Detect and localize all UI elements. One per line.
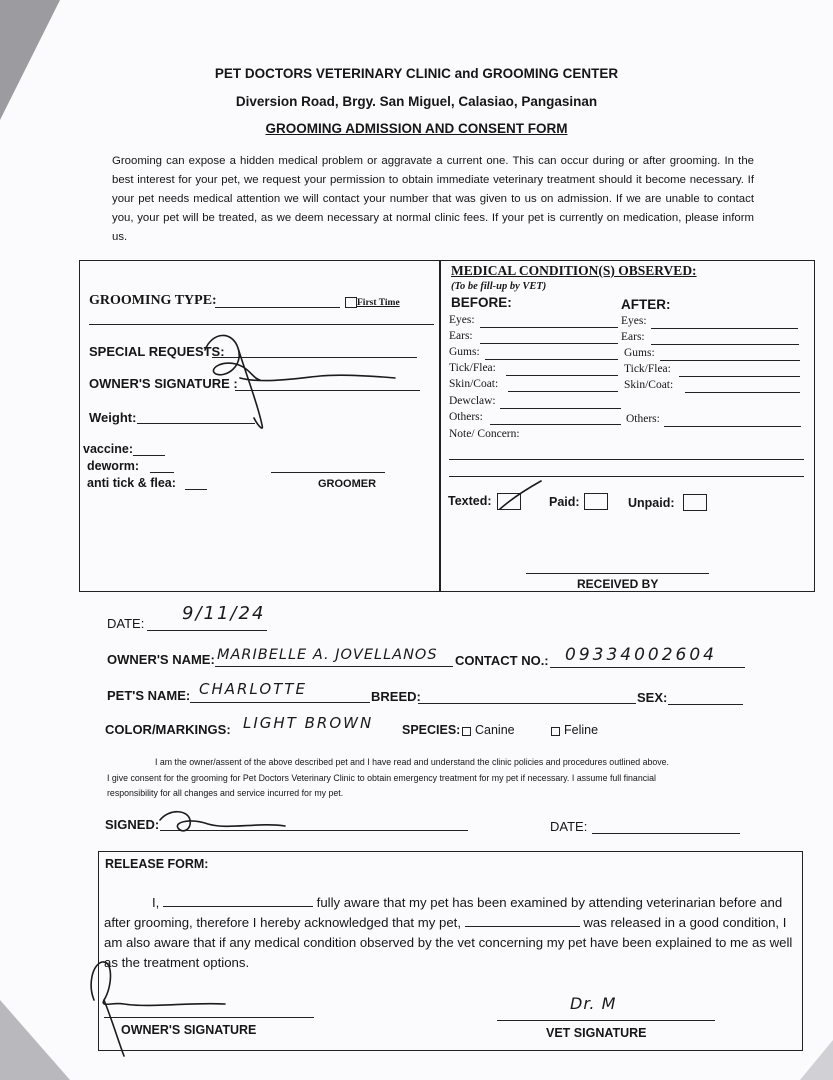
groomer-label: GROOMER (318, 478, 377, 490)
after-gums-label: Gums: (624, 347, 655, 359)
grooming-type-label: GROOMING TYPE: (89, 293, 217, 308)
after-eyes-label: Eyes: (621, 315, 647, 327)
breed-field[interactable] (418, 703, 636, 704)
after-ears-label: Ears: (621, 331, 645, 343)
release-text (104, 893, 798, 973)
weight-field[interactable] (137, 423, 255, 424)
box-divider (439, 260, 441, 592)
groomer-field[interactable] (271, 472, 385, 473)
color-markings-value: LIGHT BROWN (243, 714, 374, 732)
before-dewclaw-label: Dewclaw: (449, 395, 496, 407)
release-text-part-3: was released in a good condition, I am also aware that if any medical condition observed by the vet concerning my pet have been explained to me as well as the treatment options. (104, 915, 793, 970)
vet-initials: Dr. M (570, 994, 617, 1013)
clinic-name: PET DOCTORS VETERINARY CLINIC and GROOMING CENTER (214, 66, 619, 81)
before-gums-label: Gums: (449, 346, 480, 358)
intro-paragraph: Grooming can expose a hidden medical problem or aggravate a current one. This can occur during or after grooming. In the best interest for your pet, we request your permission to obtain immediate veterinary treatment should it become necessary. If your pet needs medical attention we will contact your number that was given to us on admission. If we are unable to contact you, your pet will be treated, as we deem necessary at normal clinic fees. If your pet is currently on medication, please inform us. (112, 155, 754, 243)
before-eyes-field[interactable] (480, 327, 618, 328)
after-skincoat-field[interactable] (685, 392, 800, 393)
species-label: SPECIES: (402, 723, 461, 737)
sex-field[interactable] (668, 704, 743, 705)
date-value: 9/11/24 (182, 603, 266, 624)
unpaid-checkbox[interactable] (683, 494, 707, 511)
after-others-label: Others: (626, 413, 660, 425)
note-line-2[interactable] (449, 476, 804, 477)
before-ears-field[interactable] (480, 343, 618, 344)
note-concern-label: Note/ Concern: (449, 428, 520, 440)
note-line-1[interactable] (449, 459, 804, 460)
clinic-address: Diversion Road, Brgy. San Miguel, Calasiao, Pangasinan (235, 94, 598, 109)
signed-scribble (160, 812, 285, 831)
before-dewclaw-field[interactable] (500, 408, 621, 409)
anti-tick-label: anti tick & flea: (87, 476, 176, 490)
canine-label: Canine (475, 723, 515, 737)
texted-checkbox[interactable] (497, 493, 521, 510)
deworm-field[interactable] (150, 472, 174, 473)
release-text-part-2: fully aware that my pet has been examined by attending veterinarian before and after grooming, therefore I hereby acknowledged that my pet, (104, 895, 783, 930)
breed-label: BREED: (371, 689, 421, 704)
owner-name-value: MARIBELLE A. JOVELLANOS (217, 647, 438, 663)
received-by-label: RECEIVED BY (577, 577, 659, 591)
release-text-part-1: I, (152, 895, 163, 910)
owner-signature-label: OWNER'S SIGNATURE : (89, 376, 238, 391)
vet-signature-label: VET SIGNATURE (546, 1026, 647, 1040)
feline-label: Feline (564, 723, 599, 737)
grooming-type-field[interactable] (215, 307, 340, 308)
vaccine-label: vaccine: (83, 442, 134, 456)
release-owner-signature-label: OWNER'S SIGNATURE (121, 1023, 257, 1037)
release-title: RELEASE FORM: (105, 857, 209, 871)
feline-checkbox[interactable] (551, 727, 560, 736)
signed-field[interactable] (160, 830, 468, 831)
received-by-field[interactable] (526, 573, 709, 574)
paid-label: Paid: (549, 495, 580, 509)
consent-date-label: DATE: (550, 819, 588, 834)
special-requests-field[interactable] (212, 357, 417, 358)
before-skincoat-field[interactable] (508, 391, 618, 392)
consent-date-field[interactable] (592, 833, 740, 834)
color-markings-label: COLOR/MARKINGS: (105, 722, 231, 737)
before-skincoat-label: Skin/Coat: (449, 378, 499, 390)
unpaid-label: Unpaid: (628, 496, 675, 510)
sex-label: SEX: (637, 690, 668, 705)
consent-line-1: I am the owner/assent of the above described pet and I have read and understand the clinic policies and procedures outlined above. (155, 757, 669, 767)
before-tickflea-field[interactable] (506, 375, 618, 376)
after-others-field[interactable] (664, 426, 801, 427)
after-skincoat-label: Skin/Coat: (624, 379, 674, 391)
before-others-field[interactable] (490, 424, 621, 425)
signed-label: SIGNED: (105, 817, 160, 832)
consent-line-3: responsibility for all changes and service incurred for my pet. (107, 788, 344, 798)
after-eyes-field[interactable] (651, 328, 798, 329)
after-tickflea-label: Tick/Flea: (624, 363, 671, 375)
vet-signature-field[interactable] (497, 1020, 715, 1021)
first-time-checkbox[interactable] (345, 297, 357, 308)
release-owner-field[interactable] (163, 894, 313, 907)
owner-signature-field[interactable] (235, 390, 420, 391)
contact-value: 09334002604 (565, 645, 717, 665)
release-pet-field[interactable] (465, 914, 580, 927)
contact-label: CONTACT NO.: (455, 653, 549, 668)
after-label: AFTER: (621, 297, 671, 312)
deworm-label: deworm: (87, 459, 140, 473)
owner-name-field[interactable] (215, 666, 453, 667)
pet-name-field[interactable] (190, 702, 370, 703)
pet-name-label: PET'S NAME: (107, 688, 191, 703)
owner-name-label: OWNER'S NAME: (107, 652, 215, 667)
medical-subtitle: (To be fill-up by VET) (451, 281, 547, 292)
release-owner-signature-field[interactable] (104, 1017, 314, 1018)
paid-checkbox[interactable] (584, 493, 608, 510)
pet-name-value: CHARLOTTE (199, 680, 307, 698)
before-others-label: Others: (449, 411, 483, 423)
date-field[interactable] (147, 630, 267, 631)
date-label: DATE: (107, 616, 145, 631)
anti-tick-field[interactable] (185, 489, 207, 490)
texted-label: Texted: (448, 494, 492, 508)
after-tickflea-field[interactable] (679, 376, 800, 377)
special-requests-label: SPECIAL REQUESTS: (89, 344, 225, 359)
grooming-type-extra-line[interactable] (89, 324, 434, 325)
before-tickflea-label: Tick/Flea: (449, 362, 496, 374)
form-title: GROOMING ADMISSION AND CONSENT FORM (265, 121, 568, 136)
consent-line-2: I give consent for the grooming for Pet Doctors Veterinary Clinic to obtain emergency treatment for my pet if necessary. I assume full financial (107, 773, 656, 783)
weight-label: Weight: (89, 410, 137, 425)
before-gums-field[interactable] (485, 359, 618, 360)
medical-title: MEDICAL CONDITION(S) OBSERVED: (451, 263, 697, 278)
canine-checkbox[interactable] (462, 727, 471, 736)
first-time-label: First Time (357, 298, 400, 308)
before-ears-label: Ears: (449, 330, 473, 342)
before-eyes-label: Eyes: (449, 314, 475, 326)
before-label: BEFORE: (451, 295, 512, 310)
contact-field[interactable] (550, 667, 745, 668)
after-gums-field[interactable] (660, 360, 800, 361)
vaccine-field[interactable] (133, 455, 165, 456)
after-ears-field[interactable] (651, 344, 799, 345)
